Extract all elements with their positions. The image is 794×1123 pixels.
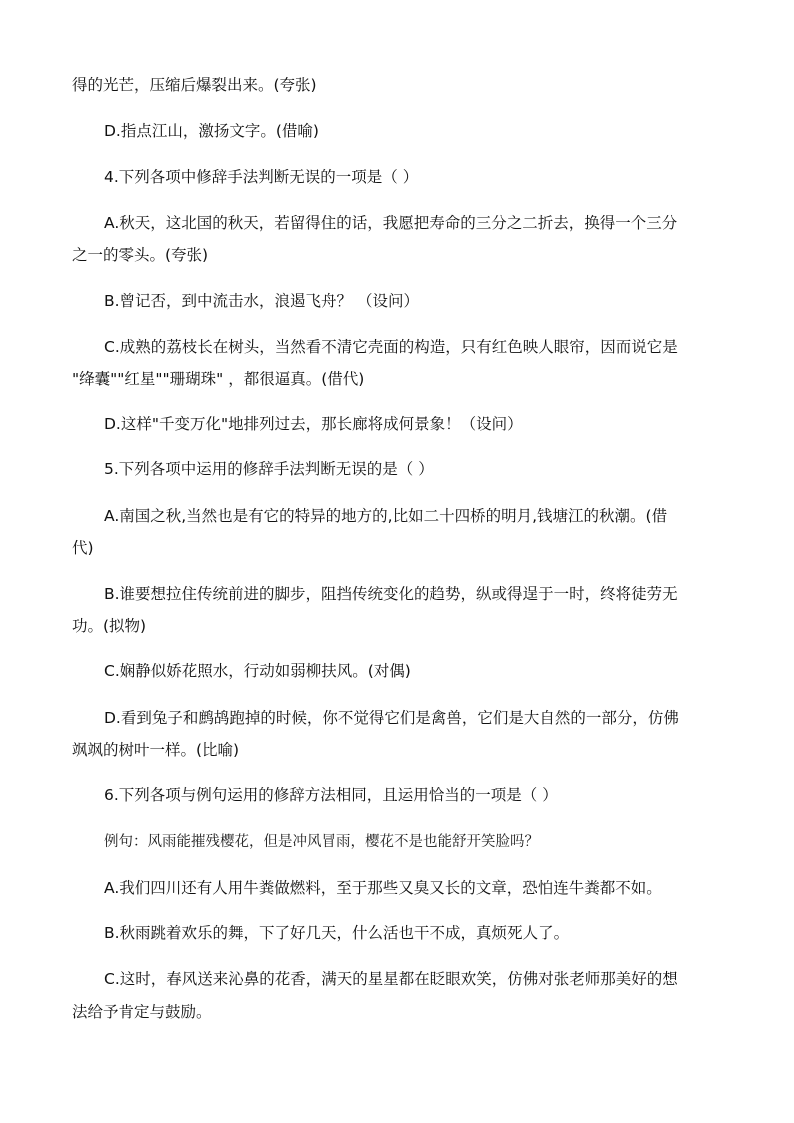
text-line: 之一的零头。(夸张) <box>72 246 209 264</box>
option-d: D.指点江山，激扬文字。(借喻) <box>104 122 319 140</box>
option-b: B.秋雨跳着欢乐的舞，下了好几天，什么活也干不成，真烦死人了。 <box>104 924 570 942</box>
example-sentence: 例句：风雨能摧残樱花，但是冲风冒雨，樱花不是也能舒开笑脸吗？ <box>104 834 539 850</box>
question-5: 5.下列各项中运用的修辞手法判断无误的是（ ） <box>104 460 434 478</box>
option-d: D.这样"千变万化"地排列过去，那长廊将成何景象！（设问） <box>104 415 523 433</box>
text-line: "绛囊""红星""珊瑚珠" ，都很逼真。(借代) <box>72 370 365 388</box>
text-line: 得的光芒，压缩后爆裂出来。(夸张) <box>72 76 317 94</box>
option-c: C.成熟的荔枝长在树头，当然看不清它壳面的构造，只有红色映人眼帘，因而说它是 <box>104 338 678 356</box>
option-a: A.南国之秋,当然也是有它的特异的地方的,比如二十四桥的明月,钱塘江的秋潮。(借 <box>104 507 668 525</box>
option-a: A.秋天，这北国的秋天，若留得住的话，我愿把寿命的三分之二折去，换得一个三分 <box>104 214 678 232</box>
option-b: B.曾记否，到中流击水，浪遏飞舟？ （设问） <box>104 292 419 310</box>
text-line: 功。(拟物) <box>72 617 147 635</box>
text-line: 代) <box>72 539 94 557</box>
option-b: B.谁要想拉住传统前进的脚步，阻挡传统变化的趋势，纵或得逞于一时，终将徒劳无 <box>104 585 678 603</box>
question-6: 6.下列各项与例句运用的修辞方法相同，且运用恰当的一项是（ ） <box>104 786 558 804</box>
text-line: 飒飒的树叶一样。(比喻) <box>72 741 240 759</box>
option-c: C.这时，春风送来沁鼻的花香，满天的星星都在眨眼欢笑，仿佛对张老师那美好的想 <box>104 970 678 988</box>
option-a: A.我们四川还有人用牛粪做燃料，至于那些又臭又长的文章，恐怕连牛粪都不如。 <box>104 879 662 897</box>
option-c: C.娴静似娇花照水，行动如弱柳扶风。(对偶) <box>104 662 411 680</box>
question-4: 4.下列各项中修辞手法判断无误的一项是（ ） <box>104 168 419 186</box>
option-d: D.看到兔子和鹧鸪跑掉的时候，你不觉得它们是禽兽，它们是大自然的一部分，仿佛 <box>104 709 679 727</box>
text-line: 法给予肯定与鼓励。 <box>72 1003 212 1021</box>
